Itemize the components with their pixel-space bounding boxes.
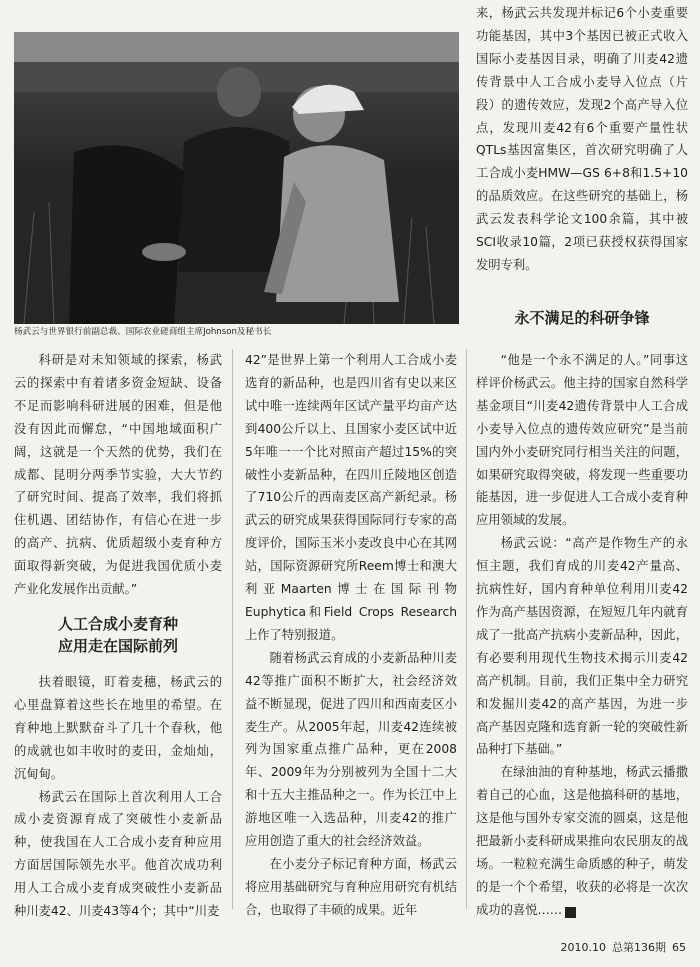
paragraph: “他是一个永不满足的人。”同事这样评价杨武云。他主持的国家自然科学基金项目“川麦42遗传背景中人工合成小麦导入位点的遗传效应研究”是当前国内外小麦研究同行相当关注的问题，如果研究取得突破，将发现一些重要功能基因，进一步促进人工合成小麦育种应用领域的发展。 — [476, 353, 688, 528]
section-heading-synthetic-wheat — [14, 613, 222, 657]
paragraph: 杨武云在国际上首次利用人工合成小麦资源育成了突破性小麦新品种，使我国在人工合成小麦育种应用方面居国际领先水平。他首次成功利用人工合成小麦育成突破性小麦新品种川麦42、川麦43等4个；其中“川麦 — [14, 789, 222, 919]
paragraph: 扶着眼镜，盯着麦穗，杨武云的心里盘算着这些长在地里的希望。在育种地上默默奋斗了几十个春秋，他的成就也如丰收时的麦田，金灿灿，沉甸甸。 — [14, 674, 222, 781]
field-photo-illustration — [14, 32, 459, 324]
paragraph-text: 在绿油油的育种基地，杨武云播撒着自己的心血，这是他搞科研的基地，这是他与国外专家交流的圆桌，这是他把最新小麦科研成果推向农民朋友的战场。一粒粒充满生命质感的种子，萌发的是一个个希望，收获的必将是一次次成功的喜悦…… — [476, 765, 688, 917]
article-photo — [14, 32, 459, 324]
paragraph: 科研是对未知领域的探索，杨武云的探索中有着诸多资金短缺、设备不足而影响科研进展的困难，但是他没有因此而懈怠，“中国地域面积广阔，这就是一个天然的优势，我们在成都、昆明分两季节实验，大大节约了研究时间、提高了效率，我们将抓住机遇、团结协作，有信心在进一步的高产、抗病、优质超级小麦育种方面取得新突破，为促进我国优质小麦产业化发展作出贡献。” — [14, 353, 222, 597]
issue-number: 总第136期 — [612, 941, 666, 954]
left-column — [14, 349, 222, 923]
page-number: 65 — [672, 941, 686, 954]
section-heading-line: 人工合成小麦育种 — [57, 614, 178, 633]
photo-caption: 杨武云与世界银行前副总裁、国际农业磋商组主席Johnson及秘书长 — [14, 327, 272, 337]
middle-column — [245, 349, 457, 922]
section-heading-never-satisfied: 永不满足的科研争锋 — [514, 309, 650, 327]
paragraph: 随着杨武云育成的小麦新品种川麦42等推广面积不断扩大，社会经济效益不断显现，促进了四川和西南麦区小麦生产。从2005年起，川麦42连续被列为国家重点推广品种，更在2008年、2009年为分别被列为全国十二大和十五大主推品种之一。作为长江中上游地区唯一入选品种，川麦42的推广应用创造了重大的社会经济效益。 — [245, 650, 457, 849]
right-column-top — [476, 2, 688, 277]
issue-date: 2010.10 — [560, 941, 606, 954]
column-divider — [466, 349, 467, 909]
paragraph: 来，杨武云共发现并标记6个小麦重要功能基因，其中3个基因已被正式收入国际小麦基因目录，明确了川麦42遗传背景中人工合成小麦导入位点（片段）的遗传效应，发现2个高产导入位点，发现川麦42有6个重要产量性状QTLs基因富集区，首次研究明确了人工合成小麦HMW—GS 6+8和1.5+10的品质效应。在这些研究的基础上，杨武云发表科学论文100余篇，其中被SCI收录10篇，2项已获授权获得国家发明专利。 — [476, 6, 688, 272]
page-footer — [560, 941, 686, 955]
right-column-bottom — [476, 349, 688, 922]
paragraph: 在小麦分子标记育种方面，杨武云将应用基础研究与育种应用研究有机结合，也取得了丰硕的成果。近年 — [245, 856, 457, 917]
paragraph: 杨武云说：“高产是作物生产的永恒主题，我们育成的川麦42产量高、抗病性好，国内育种单位利用川麦42作为高产基因资源，在短短几年内就育成了一批高产抗病小麦新品种，因此，有必要利用现代生物技术揭示川麦42高产机制。目前，我们正集中全力研究和发掘川麦42的高产基因，为进一步高产基因克隆和选育新一轮的突破性新品种打下基础。” — [476, 536, 688, 757]
column-divider — [232, 349, 233, 909]
end-mark: 终 — [565, 907, 576, 918]
section-heading-line: 应用走在国际前列 — [57, 636, 178, 655]
paragraph: 42”是世界上第一个利用人工合成小麦选育的新品种，也是四川省有史以来区试中唯一连续两年区试产量平均亩产达到400公斤以上、且国家小麦区试中近5年唯一一个比对照亩产超过15%的突破性小麦新品种，在四川丘陵地区创造了710公斤的西南麦区高产新纪录。杨武云的研究成果获得国际同行专家的高度评价，国际玉米小麦改良中心在其网站，国际资源研究所Reem博士和澳大利亚Maarten博士在国际刊物Euphytica和Field Crops Research上作了特别报道。 — [245, 353, 457, 642]
paragraph — [476, 761, 688, 921]
